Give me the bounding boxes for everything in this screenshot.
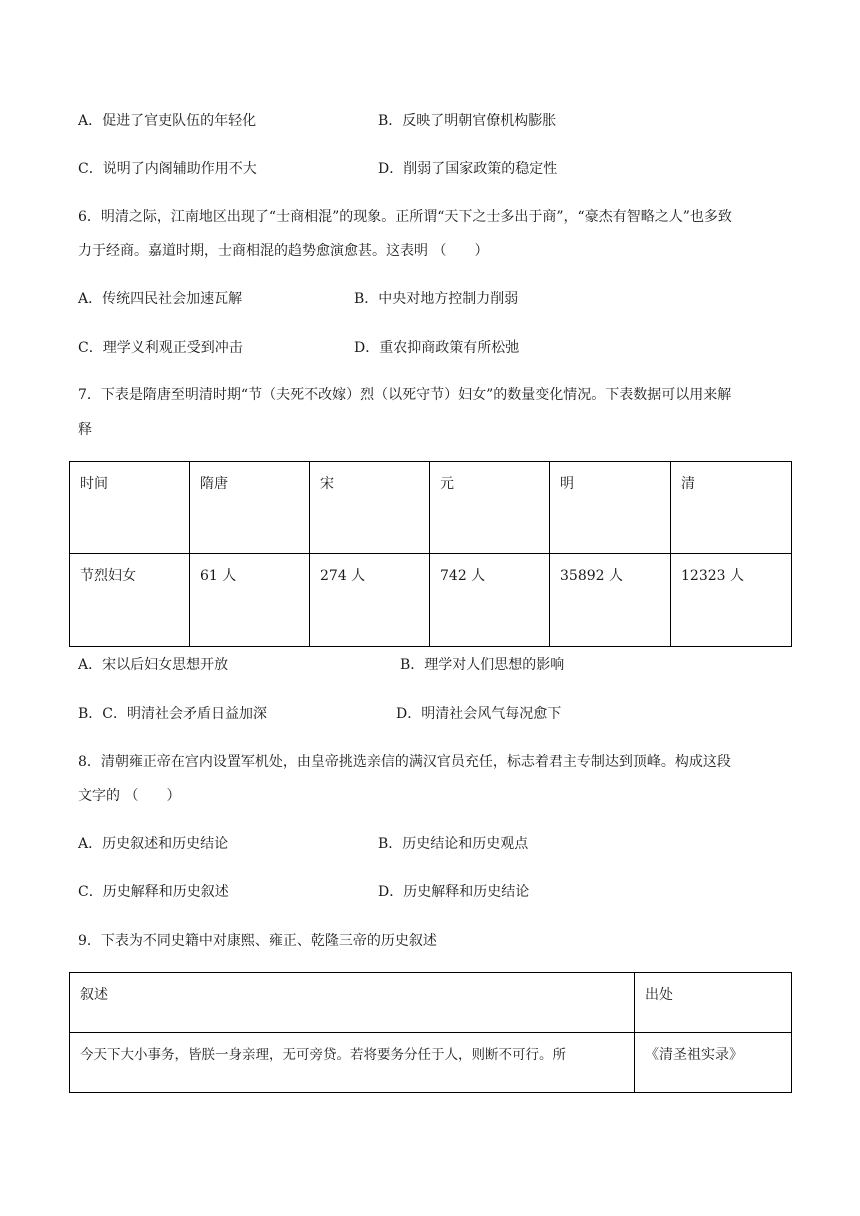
q8-stem-line2: 文字的 （ ） [78, 788, 181, 804]
q6-option-c: C．理学义利观正受到冲击 [78, 340, 243, 356]
q8-option-a: A．历史叙述和历史结论 [78, 836, 229, 852]
table-cell: 节烈妇女 [70, 554, 190, 647]
table-cell: 742 人 [430, 554, 550, 647]
q7-option-a: A．宋以后妇女思想开放 [78, 657, 229, 673]
q8-option-d: D．历史解释和历史结论 [378, 884, 530, 900]
table-cell: 12323 人 [671, 554, 792, 647]
q7-option-c: B．C．明清社会矛盾日益加深 [78, 706, 267, 722]
q5-option-b: B．反映了明朝官僚机构膨胀 [378, 113, 557, 129]
q9-source-table [69, 972, 792, 1093]
table-row [70, 554, 792, 647]
table-row [70, 973, 792, 1033]
table-header-cell: 宋 [310, 462, 430, 554]
table-header-cell: 叙述 [70, 973, 635, 1033]
q5-option-c: C．说明了内阁辅助作用不大 [78, 161, 257, 177]
q7-option-b: B．理学对人们思想的影响 [400, 657, 565, 673]
table-row [70, 462, 792, 554]
q7-stem-line1: 7．下表是隋唐至明清时期“节（夫死不改嫁）烈（以死守节）妇女”的数量变化情况。下表数据可以用来解 [78, 387, 732, 403]
q6-stem-line1: 6．明清之际，江南地区出现了“士商相混”的现象。正所谓“天下之士多出于商”，“豪杰有智略之人”也多致 [78, 209, 732, 225]
q7-stem-line2: 释 [78, 422, 92, 438]
q6-option-a: A．传统四民社会加速瓦解 [78, 291, 243, 307]
q8-option-c: C．历史解释和历史叙述 [78, 884, 229, 900]
q7-data-table [69, 461, 792, 647]
q9-stem-line1: 9．下表为不同史籍中对康熙、雍正、乾隆三帝的历史叙述 [78, 933, 437, 949]
table-cell: 今天下大小事务，皆朕一身亲理，无可旁贷。若将要务分任于人，则断不可行。所 [70, 1033, 635, 1093]
q5-option-d: D．削弱了国家政策的稳定性 [378, 161, 558, 177]
q6-option-d: D．重农抑商政策有所松弛 [354, 340, 520, 356]
table-header-cell: 隋唐 [190, 462, 310, 554]
q6-stem-line2: 力于经商。嘉道时期，士商相混的趋势愈演愈甚。这表明 （ ） [78, 243, 489, 259]
table-cell: 35892 人 [550, 554, 671, 647]
table-cell: 61 人 [190, 554, 310, 647]
table-cell: 《清圣祖实录》 [635, 1033, 792, 1093]
table-cell: 274 人 [310, 554, 430, 647]
q8-stem-line1: 8．清朝雍正帝在宫内设置军机处，由皇帝挑选亲信的满汉官员充任，标志着君主专制达到顶峰。构成这段 [78, 754, 731, 770]
q7-option-d: D．明清社会风气每况愈下 [396, 706, 562, 722]
table-header-cell: 明 [550, 462, 671, 554]
q6-option-b: B．中央对地方控制力削弱 [354, 291, 519, 307]
table-header-cell: 清 [671, 462, 792, 554]
table-header-cell: 时间 [70, 462, 190, 554]
table-header-cell: 出处 [635, 973, 792, 1033]
table-row [70, 1033, 792, 1093]
q5-option-a: A．促进了官吏队伍的年轻化 [78, 113, 257, 129]
table-header-cell: 元 [430, 462, 550, 554]
q8-option-b: B．历史结论和历史观点 [378, 836, 529, 852]
